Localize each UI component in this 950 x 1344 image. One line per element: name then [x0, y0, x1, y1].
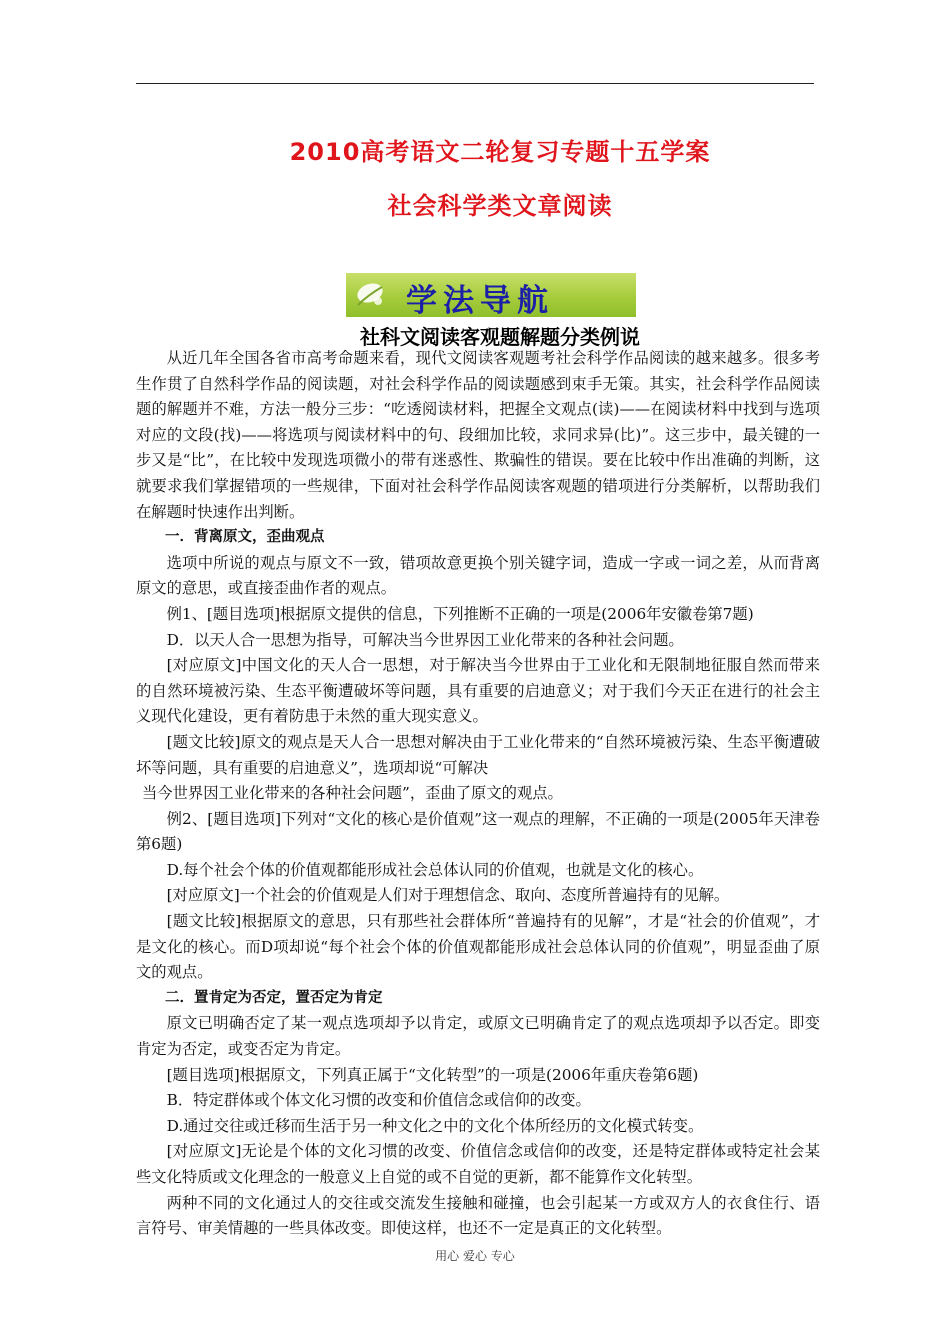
intro-paragraph: 从近几年全国各省市高考命题来看，现代文阅读客观题考社会科学作品阅读的越来越多。很多考生作贯了自然科学作品的阅读题，对社会科学作品的阅读题感到束手无策。其实，社会科学作品阅读题的解题并不难，方法一般分三步：“吃透阅读材料，把握全文观点(读)——在阅读材料中找到与选项对应的文段(找)——将选项与阅读材料中的句、段细加比较，求同求异(比)”。这三步中，最关键的一步又是“比”，在比较中发现选项微小的带有迷惑性、欺骗性的错误。要在比较中作出准确的判断，这就要求我们掌握错项的一些规律，下面对社会科学作品阅读客观题的错项进行分类解析，以帮助我们在解题时快速作出判断。 [136, 349, 820, 521]
paragraph: D．以天人合一思想为指导，可解决当今世界因工业化带来的各种社会问题。 [166, 630, 684, 649]
paragraph: 两种不同的文化通过人的交往或交流发生接触和碰撞，也会引起某一方或双方人的衣食住行、语言符号、审美情趣的一些具体改变。即使这样，也还不一定是真正的文化转型。 [136, 1193, 820, 1238]
banner-title: 学法导航 [406, 283, 554, 317]
paragraph: D.每个社会个体的价值观都能形成社会总体认同的价值观，也就是文化的核心。 [166, 860, 704, 879]
doc-title: 2010高考语文二轮复习专题十五学案 [289, 138, 711, 166]
paragraph: [题文比较]根据原文的意思，只有那些社会群体所“普遍持有的见解”，才是“社会的价值观”，才是文化的核心。而D项却说“每个社会个体的价值观都能形成社会总体认同的价值观”，明显歪曲了原文的观点。 [136, 912, 820, 982]
section-heading-1: 一．背离原文，歪曲观点 [165, 529, 325, 546]
header-rule [136, 83, 814, 84]
doc-subtitle: 社会科学类文章阅读 [387, 192, 613, 220]
article-body [136, 346, 820, 1242]
paragraph: 例1、[题目选项]根据原文提供的信息，下列推断不正确的一项是(2006年安徽卷第7题) [166, 604, 754, 623]
paragraph: [题文比较]原文的观点是天人合一思想对解决由于工业化带来的“自然环境被污染、生态平衡遭破坏等问题，具有重要的启迪意义”，选项却说“可解决 [136, 732, 820, 777]
page-footer: 用心 爱心 专心 [435, 1249, 515, 1263]
paragraph: [对应原文]一个社会的价值观是人们对于理想信念、取向、态度所普遍持有的见解。 [166, 886, 730, 905]
paragraph: 当今世界因工业化带来的各种社会问题”，歪曲了原文的观点。 [142, 784, 563, 803]
paragraph: D.通过交往或迁移而生活于另一种文化之中的文化个体所经历的文化模式转变。 [166, 1116, 704, 1135]
paragraph: [对应原文]无论是个体的文化习惯的改变、价值信念或信仰的改变，还是特定群体或特定社会某些文化特质或文化理念的一般意义上自觉的或不自觉的更新，都不能算作文化转型。 [136, 1142, 820, 1186]
paragraph: B．特定群体或个体文化习惯的改变和价值信念或信仰的改变。 [166, 1091, 591, 1110]
paragraph: 选项中所说的观点与原文不一致，错项故意更换个别关键字词，造成一字或一词之差，从而背离原文的意思，或直接歪曲作者的观点。 [136, 553, 820, 598]
paragraph: [对应原文]中国文化的天人合一思想，对于解决当今世界由于工业化和无限制地征服自然而带来的自然环境被污染、生态平衡遭破坏等问题，具有重要的启迪意义；对于我们今天正在进行的社会主义现代化建设，更有着防患于未然的重大现实意义。 [136, 656, 820, 726]
leaf-icon [354, 279, 388, 309]
paragraph: 例2、[题目选项]下列对“文化的核心是价值观”这一观点的理解，不正确的一项是(2005年天津卷第6题) [136, 809, 820, 854]
section-heading: 社科文阅读客观题解题分类例说 [360, 325, 640, 349]
section-heading-2: 二．置肯定为否定，置否定为肯定 [165, 989, 383, 1006]
paragraph: 原文已明确否定了某一观点选项却予以肯定，或原文已明确肯定了的观点选项却予以否定。即变肯定为否定，或变否定为肯定。 [136, 1014, 820, 1059]
paragraph: [题目选项]根据原文，下列真正属于“文化转型”的一项是(2006年重庆卷第6题) [166, 1065, 699, 1084]
study-guide-banner [346, 273, 636, 317]
